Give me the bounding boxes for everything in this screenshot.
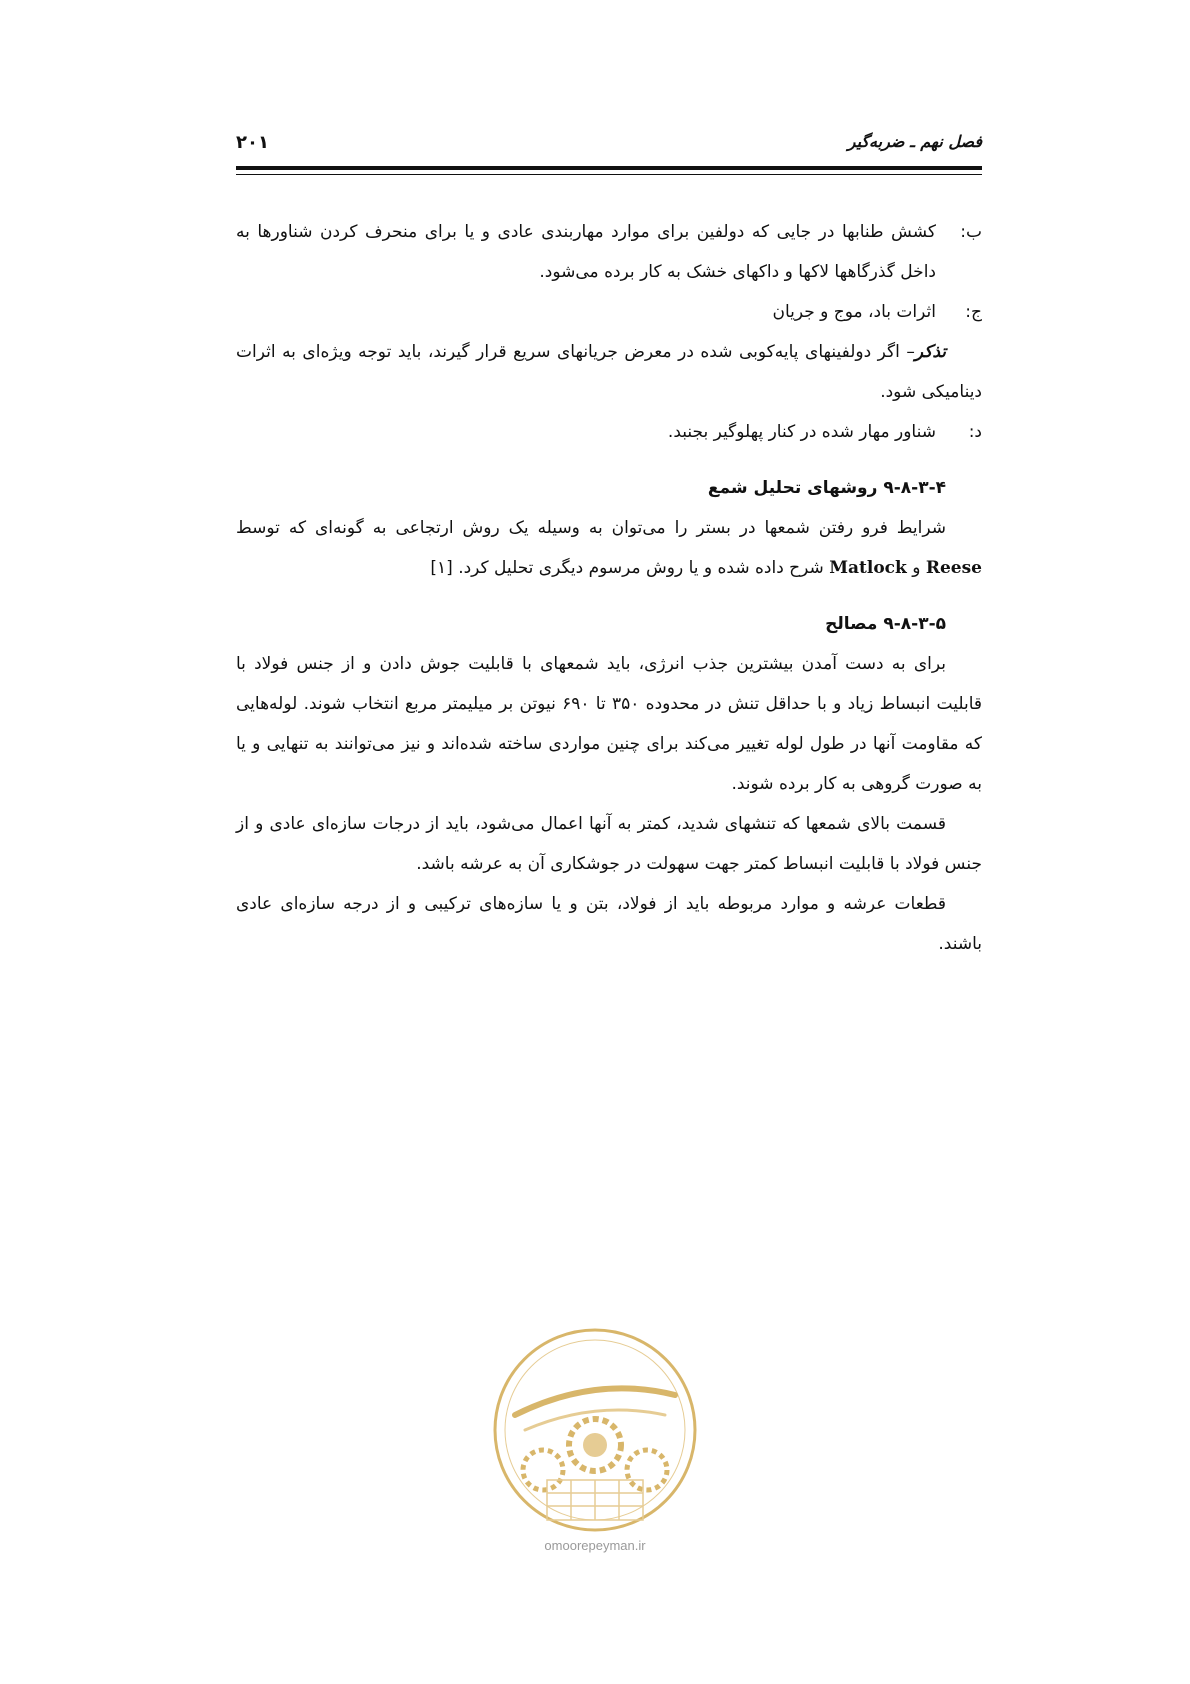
- section-4-text-1: شرایط فرو رفتن شمعها در بستر را می‌توان به وسیله یک روش ارتجاعی به گونه‌ای که توسط: [236, 518, 946, 538]
- header-rule-thick: [236, 166, 982, 170]
- note-text: – اگر دولفینهای پایه‌کوبی شده در معرض جریانهای سریع قرار گیرند، باید توجه ویژه‌ای به اثرات دینامیکی شود.: [236, 342, 982, 402]
- header-rule-thin: [236, 174, 982, 175]
- note-term: تذکر: [914, 342, 946, 362]
- watermark-site: omoorepeyman.ir: [544, 1538, 646, 1553]
- section-5-paragraph-3: قطعات عرشه و موارد مربوطه باید از فولاد، بتن و یا سازه‌های ترکیبی و از درجه سازه‌ای عادی باشند.: [236, 894, 982, 954]
- section-4-text-2: شرح داده شده و یا روش مرسوم دیگری تحلیل کرد. [۱]: [430, 558, 824, 578]
- list-item-j: [236, 292, 982, 332]
- spacer: [236, 452, 982, 468]
- list-marker: ب:: [960, 222, 982, 242]
- list-item-text: اثرات باد، موج و جریان: [772, 302, 936, 322]
- section-5-paragraph-2: قسمت بالای شمعها که تنشهای شدید، کمتر به آنها اعمال می‌شود، باید از درجات سازه‌ای عادی و از جنس فولاد با قابلیت انبساط کمتر جهت سهولت در جوشکاری آن به عرشه باشد.: [236, 814, 982, 874]
- watermark-logo: [485, 1320, 705, 1560]
- page-body: [236, 212, 982, 964]
- section-heading-4: ۹-۸-۳-۴ روشهای تحلیل شمع: [707, 478, 946, 498]
- section-4-paragraph: [236, 508, 982, 588]
- page-number: ۲۰۱: [236, 132, 269, 153]
- section-heading-5: ۹-۸-۳-۵ مصالح: [825, 614, 946, 634]
- section-5-paragraph-1: برای به دست آمدن بیشترین جذب انرژی، باید شمعهای با قابلیت جوش دادن و از جنس فولاد با قابلیت انبساط زیاد و با حداقل تنش در محدوده ۳۵۰ تا ۶۹۰ نیوتن بر میلیمتر مربع انتخاب شوند. لوله‌هایی که مقاومت آنها در طول لوله تغییر می‌کند برای چنین مواردی ساخته شده‌اند و نیز می‌توانند به تنهایی و یا به صورت گروهی به کار برده شوند.: [236, 654, 983, 794]
- latin-term-matlock: Matlock: [829, 558, 907, 578]
- conjunction: و: [912, 558, 921, 578]
- page-header: [236, 132, 982, 162]
- spacer: [236, 588, 982, 604]
- list-item-b: [236, 212, 982, 292]
- list-marker: ج:: [965, 302, 982, 322]
- chapter-title: فصل نهم ـ ضربه‌گیر: [847, 132, 982, 151]
- list-item-text: کشش طنابها در جایی که دولفین برای موارد مهاربندی عادی و یا برای منحرف کردن شناورها به داخل گذرگاهها لاکها و داکهای خشک به کار برده می‌شود.: [236, 222, 936, 282]
- note-paragraph: [236, 332, 982, 412]
- list-item-d: [236, 412, 982, 452]
- list-marker: د:: [968, 422, 982, 442]
- list-item-text: شناور مهار شده در کنار پهلوگیر بجنبد.: [667, 422, 936, 442]
- latin-term-reese: Reese: [925, 558, 982, 578]
